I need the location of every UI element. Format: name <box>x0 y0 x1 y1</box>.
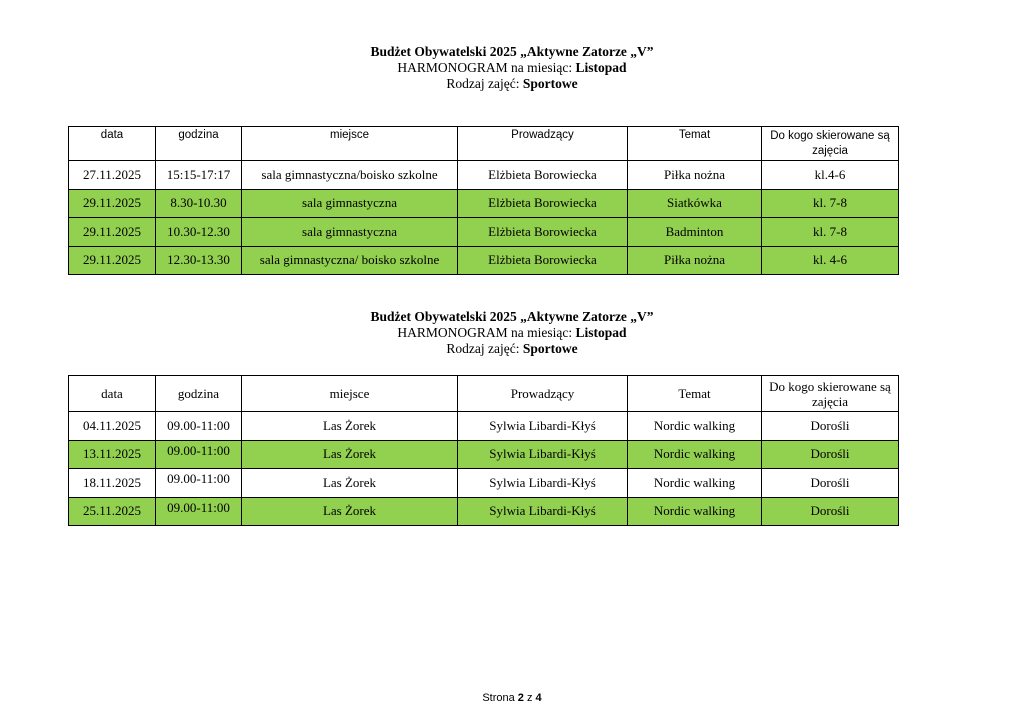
col-header-instructor: Prowadzący <box>458 127 628 161</box>
cell-place: sala gimnastyczna/boisko szkolne <box>242 161 458 190</box>
cell-topic: Piłka nożna <box>628 161 762 190</box>
cell-time: 09.00-11:00 <box>156 469 242 498</box>
table-row <box>69 412 899 441</box>
table-row <box>69 469 899 498</box>
table-row <box>69 161 899 190</box>
col-header-date: data <box>69 376 156 412</box>
cell-date: 13.11.2025 <box>69 440 156 469</box>
current-page: 2 <box>517 692 524 704</box>
col-header-time: godzina <box>156 376 242 412</box>
cell-place: Las Żorek <box>242 469 458 498</box>
schedule-table-1 <box>68 126 899 275</box>
cell-time: 09.00-11:00 <box>156 497 242 526</box>
cell-date: 29.11.2025 <box>69 246 156 275</box>
cell-date: 29.11.2025 <box>69 218 156 247</box>
cell-audience: Dorośli <box>762 440 899 469</box>
schedule-table-2 <box>68 375 899 526</box>
cell-instructor: Elżbieta Borowiecka <box>458 246 628 275</box>
header-type-line: Rodzaj zajęć: Sportowe <box>446 76 578 91</box>
cell-time: 09.00-11:00 <box>156 440 242 469</box>
cell-place: Las Żorek <box>242 440 458 469</box>
cell-topic: Nordic walking <box>628 497 762 526</box>
table-row <box>69 440 899 469</box>
cell-place: sala gimnastyczna <box>242 189 458 218</box>
cell-time: 15:15-17:17 <box>156 161 242 190</box>
col-header-topic: Temat <box>628 376 762 412</box>
col-header-place: miejsce <box>242 127 458 161</box>
schedule-header-1 <box>0 44 1024 92</box>
header-title: Budżet Obywatelski 2025 „Aktywne Zatorze „V” <box>370 309 654 324</box>
cell-topic: Nordic walking <box>628 440 762 469</box>
table-row <box>69 218 899 247</box>
page-footer: Strona 2 z 4 <box>482 692 542 704</box>
cell-audience: kl. 4-6 <box>762 246 899 275</box>
cell-place: sala gimnastyczna <box>242 218 458 247</box>
cell-instructor: Sylwia Libardi-Kłyś <box>458 412 628 441</box>
cell-topic: Siatkówka <box>628 189 762 218</box>
cell-audience: Dorośli <box>762 497 899 526</box>
col-header-audience: Do kogo skierowane są zajęcia <box>762 127 899 161</box>
cell-instructor: Elżbieta Borowiecka <box>458 189 628 218</box>
col-header-audience: Do kogo skierowane są zajęcia <box>762 376 899 412</box>
header-month-line: HARMONOGRAM na miesiąc: Listopad <box>397 325 627 340</box>
cell-audience: Dorośli <box>762 412 899 441</box>
cell-date: 29.11.2025 <box>69 189 156 218</box>
col-header-place: miejsce <box>242 376 458 412</box>
col-header-date: data <box>69 127 156 161</box>
schedule-header-2 <box>0 309 1024 357</box>
cell-topic: Piłka nożna <box>628 246 762 275</box>
cell-instructor: Elżbieta Borowiecka <box>458 161 628 190</box>
cell-instructor: Elżbieta Borowiecka <box>458 218 628 247</box>
col-header-instructor: Prowadzący <box>458 376 628 412</box>
cell-topic: Badminton <box>628 218 762 247</box>
table-row <box>69 189 899 218</box>
cell-date: 18.11.2025 <box>69 469 156 498</box>
cell-time: 09.00-11:00 <box>156 412 242 441</box>
cell-place: sala gimnastyczna/ boisko szkolne <box>242 246 458 275</box>
table-row <box>69 246 899 275</box>
cell-place: Las Żorek <box>242 412 458 441</box>
table-header-row <box>69 376 899 412</box>
table-header-row <box>69 127 899 161</box>
cell-audience: kl. 7-8 <box>762 218 899 247</box>
cell-date: 27.11.2025 <box>69 161 156 190</box>
col-header-time: godzina <box>156 127 242 161</box>
col-header-topic: Temat <box>628 127 762 161</box>
total-pages: 4 <box>535 692 542 704</box>
header-type-line: Rodzaj zajęć: Sportowe <box>446 341 578 356</box>
cell-time: 10.30-12.30 <box>156 218 242 247</box>
cell-place: Las Żorek <box>242 497 458 526</box>
cell-topic: Nordic walking <box>628 412 762 441</box>
cell-audience: Dorośli <box>762 469 899 498</box>
cell-instructor: Sylwia Libardi-Kłyś <box>458 497 628 526</box>
cell-time: 8.30-10.30 <box>156 189 242 218</box>
table-row <box>69 497 899 526</box>
cell-instructor: Sylwia Libardi-Kłyś <box>458 469 628 498</box>
header-title: Budżet Obywatelski 2025 „Aktywne Zatorze „V” <box>370 44 654 59</box>
cell-audience: kl.4-6 <box>762 161 899 190</box>
cell-audience: kl. 7-8 <box>762 189 899 218</box>
cell-date: 04.11.2025 <box>69 412 156 441</box>
cell-date: 25.11.2025 <box>69 497 156 526</box>
header-month-line: HARMONOGRAM na miesiąc: Listopad <box>397 60 627 75</box>
cell-time: 12.30-13.30 <box>156 246 242 275</box>
cell-topic: Nordic walking <box>628 469 762 498</box>
cell-instructor: Sylwia Libardi-Kłyś <box>458 440 628 469</box>
